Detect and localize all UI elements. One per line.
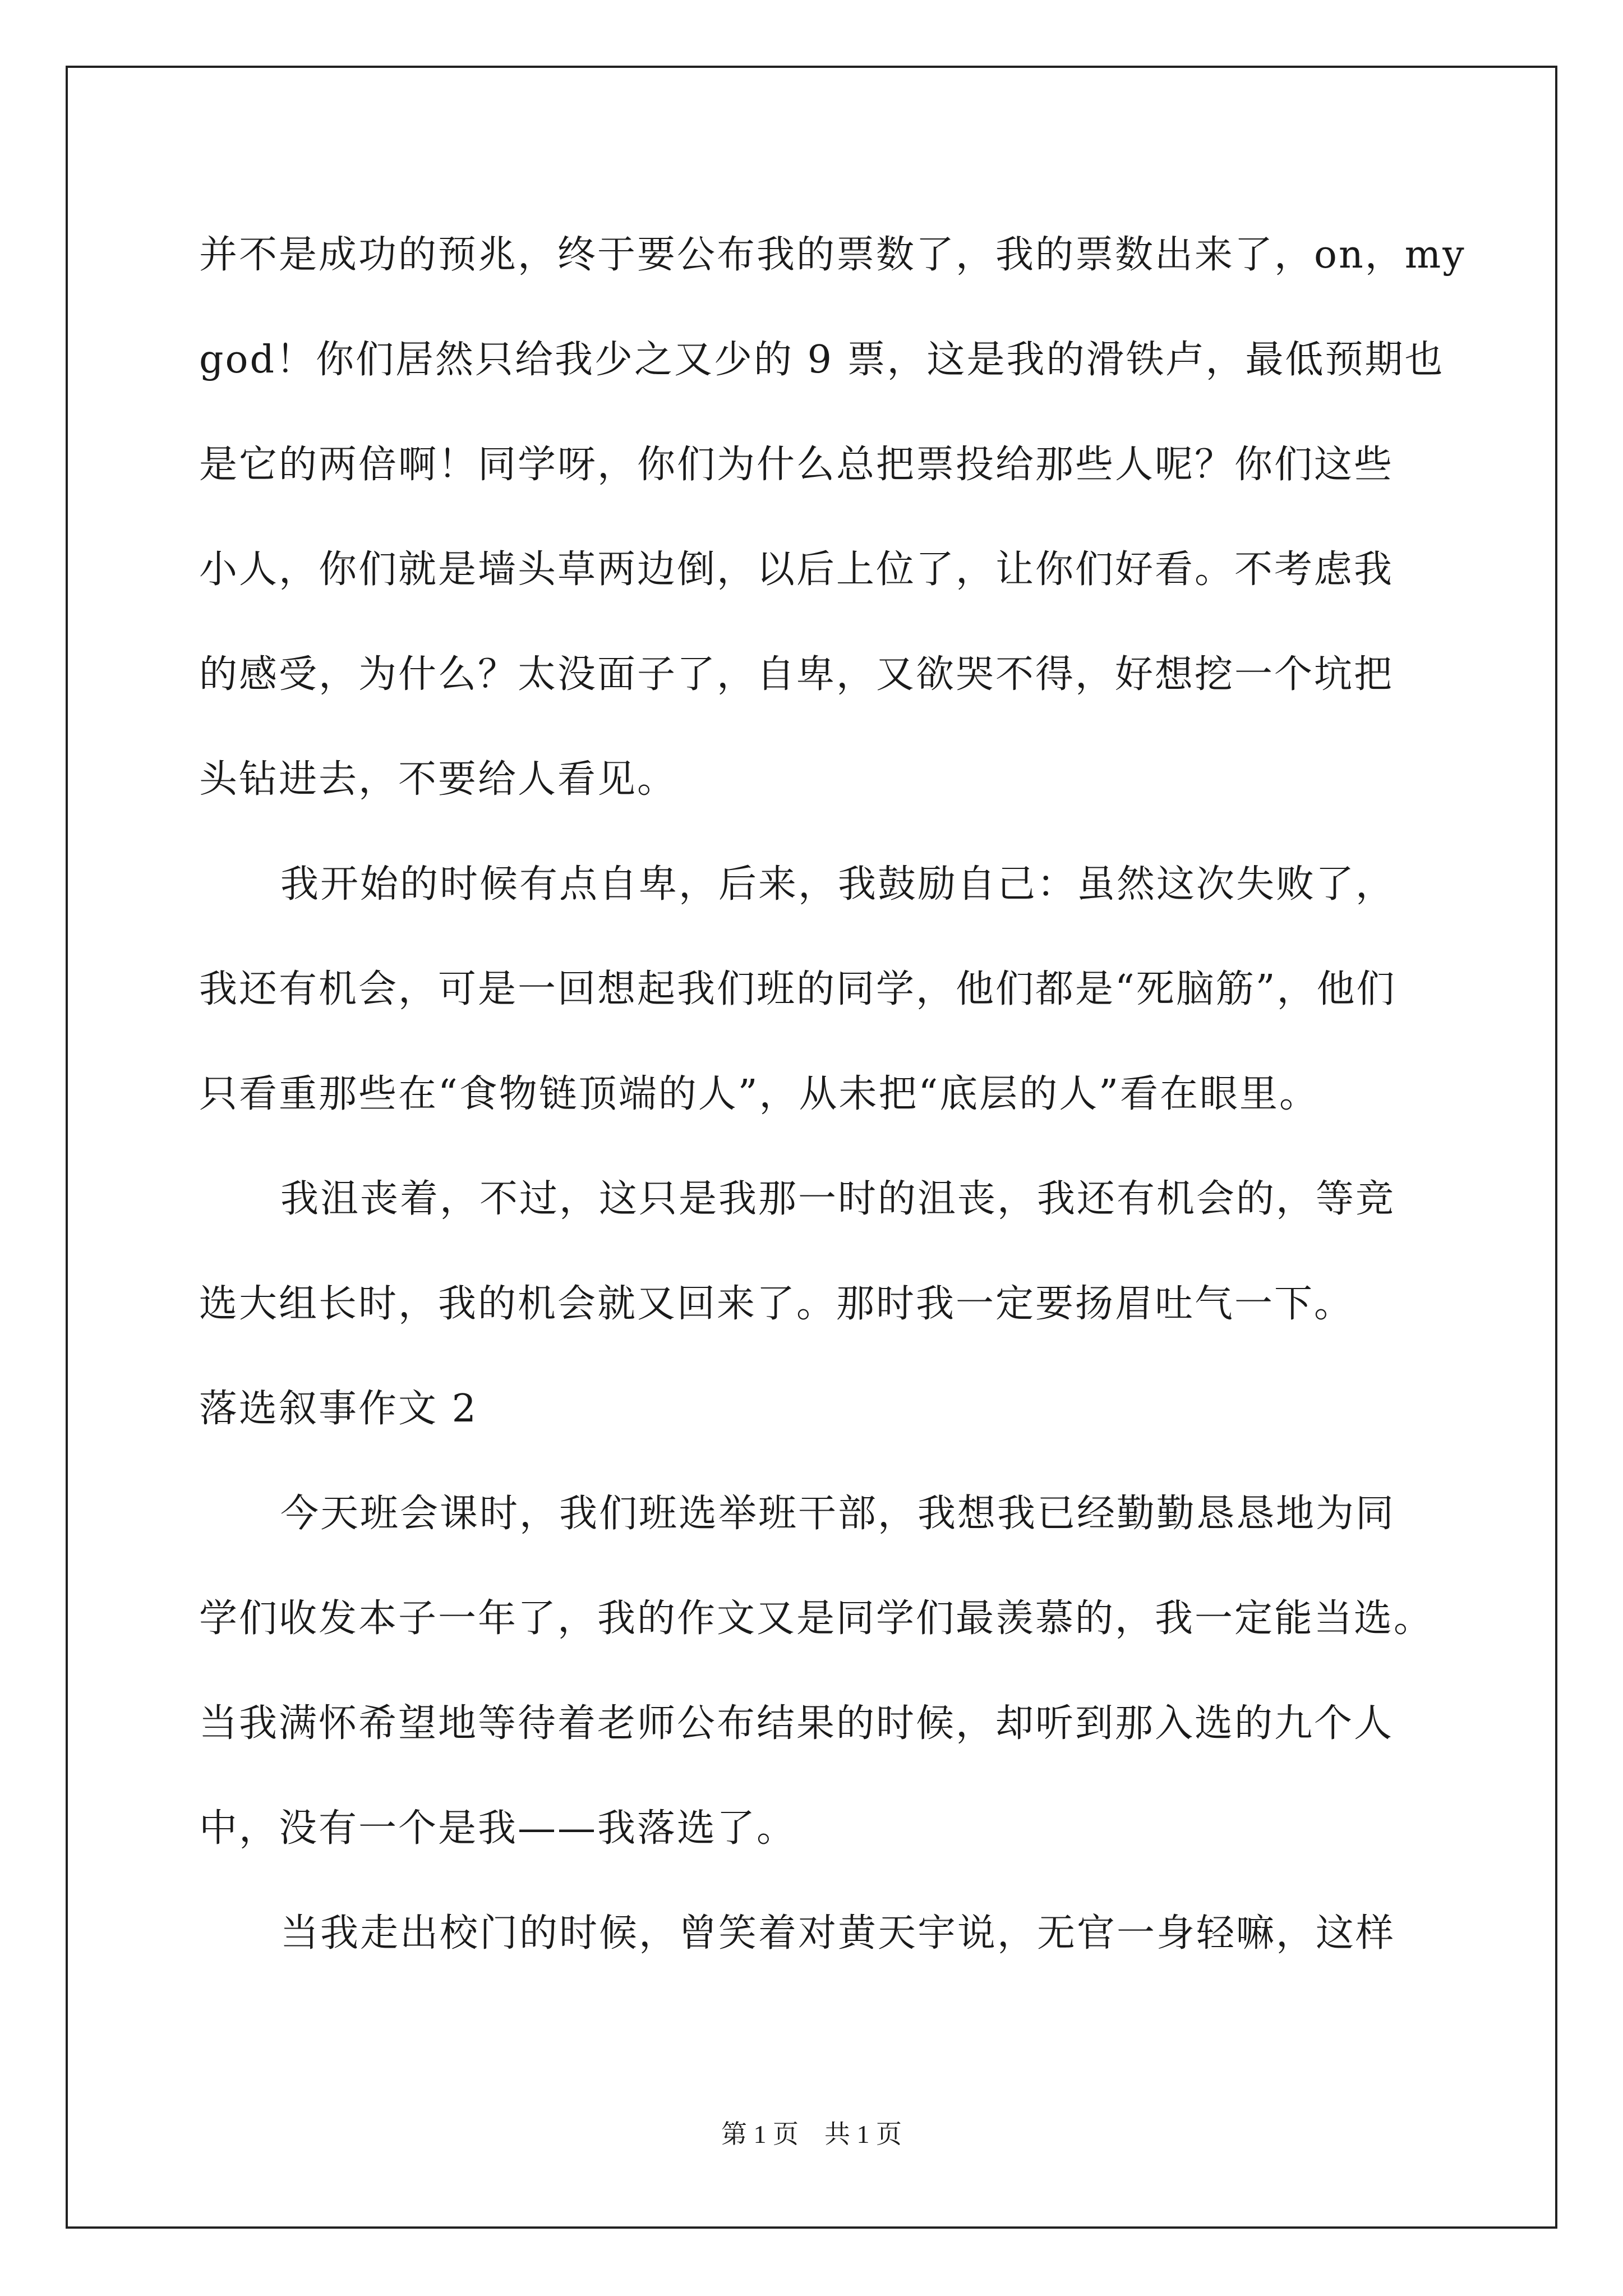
- text-line: 选大组长时，我的机会就又回来了。那时我一定要扬眉吐气一下。: [199, 1282, 1354, 1326]
- paragraph-start-line: 我沮丧着，不过，这只是我那一时的沮丧，我还有机会的，等竞: [280, 1177, 1396, 1221]
- paragraph-start-line: 我开始的时候有点自卑，后来，我鼓励自己：虽然这次失败了，: [280, 862, 1396, 907]
- text-line: 只看重那些在“食物链顶端的人”，从未把“底层的人”看在眼里。: [199, 1072, 1320, 1116]
- text-line: 我还有机会，可是一回想起我们班的同学，他们都是“死脑筋”，他们: [199, 967, 1396, 1011]
- section-heading: 落选叙事作文 2: [199, 1387, 478, 1431]
- text-line: 中，没有一个是我——我落选了。: [199, 1806, 797, 1851]
- text-line: 头钻进去，不要给人看见。: [199, 757, 677, 802]
- page-number-footer: 第 1 页 共 1 页: [721, 2120, 902, 2148]
- text-line: 并不是成功的预兆，终于要公布我的票数了，我的票数出来了，on，my: [199, 233, 1466, 277]
- text-line: god！你们居然只给我少之又少的 9 票，这是我的滑铁卢，最低预期也: [199, 338, 1445, 382]
- text-line: 的感受，为什么？太没面子了，自卑，又欲哭不得，好想挖一个坑把: [199, 652, 1394, 697]
- text-line: 小人，你们就是墙头草两边倒，以后上位了，让你们好看。不考虑我: [199, 547, 1394, 592]
- text-line: 是它的两倍啊！同学呀，你们为什么总把票投给那些人呢？你们这些: [199, 443, 1394, 487]
- paragraph-start-line: 当我走出校门的时候，曾笑着对黄天宇说，无官一身轻嘛，这样: [280, 1911, 1396, 1955]
- paragraph-start-line: 今天班会课时，我们班选举班干部，我想我已经勤勤恳恳地为同: [280, 1492, 1396, 1536]
- text-line: 学们收发本子一年了，我的作文又是同学们最羡慕的，我一定能当选。: [199, 1596, 1434, 1641]
- text-line: 当我满怀希望地等待着老师公布结果的时候，却听到那入选的九个人: [199, 1701, 1394, 1746]
